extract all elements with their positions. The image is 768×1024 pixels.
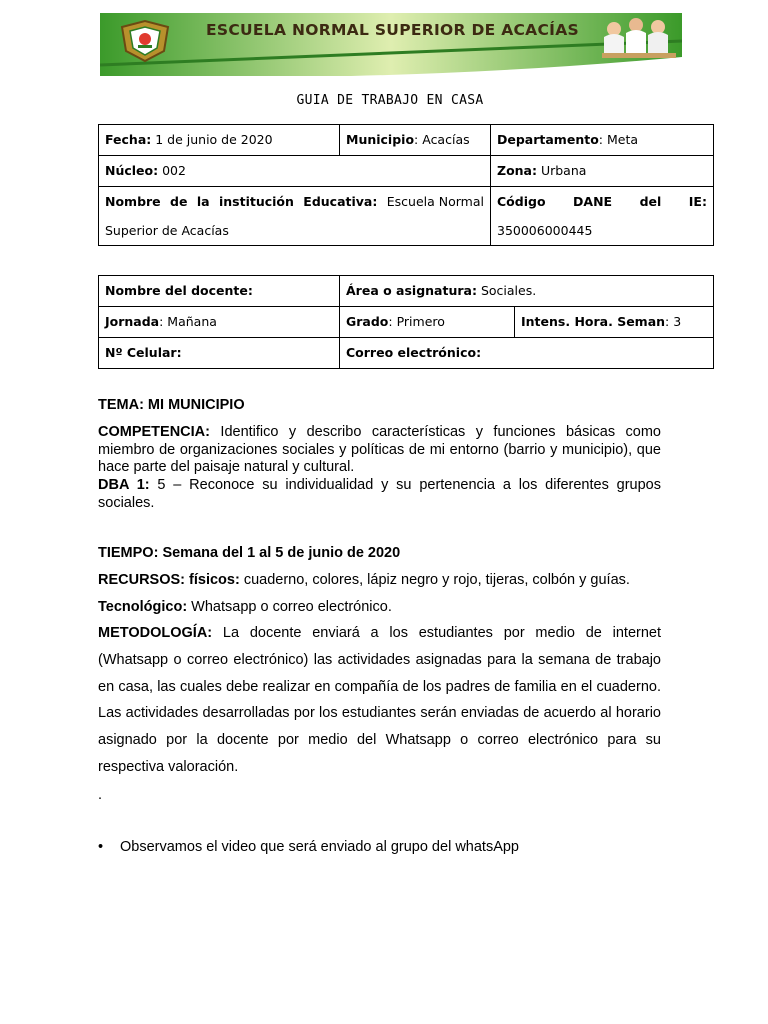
- docente-cell: Nombre del docente:: [99, 276, 340, 307]
- metodologia-paragraph: METODOLOGÍA: La docente enviará a los estudiantes por medio de internet (Whatsapp o correo electrónico) las actividades asignadas para la semana de trabajo en casa, las cuales debe realizar en compañía de los padres de familia en el cuaderno. Las actividades desarrolladas por los estudiantes serán enviadas de acuerdo al horario asignado por la docente por medio del Whatsapp o correo electrónico para su respectiva valoración.: [98, 625, 661, 775]
- celular-cell: Nº Celular:: [99, 338, 340, 369]
- students-illustration-icon: [598, 15, 680, 61]
- codigo-dane-cell: Código DANE del IE: 350006000445: [491, 187, 714, 246]
- recursos-line: RECURSOS: físicos: cuaderno, colores, lápiz negro y rojo, tijeras, colbón y guías.: [98, 572, 630, 588]
- intensidad-cell: Intens. Hora. Seman: 3: [515, 307, 714, 338]
- tiempo-heading: TIEMPO: Semana del 1 al 5 de junio de 2020: [98, 545, 401, 561]
- bullet-text: Observamos el video que será enviado al grupo del whatsApp: [120, 839, 519, 855]
- nucleo-cell: Núcleo: 002: [99, 156, 491, 187]
- correo-cell: Correo electrónico:: [340, 338, 714, 369]
- zona-cell: Zona: Urbana: [491, 156, 714, 187]
- school-banner: [100, 13, 682, 76]
- document-title: GUIA DE TRABAJO EN CASA: [296, 93, 484, 108]
- area-cell: Área o asignatura: Sociales.: [340, 276, 714, 307]
- institucion-cell: Nombre de la institución Educativa: Escuela Normal Superior de Acacías: [99, 187, 491, 246]
- school-name: ESCUELA NORMAL SUPERIOR DE ACACÍAS: [206, 21, 579, 39]
- tema-heading: TEMA: MI MUNICIPIO: [98, 397, 245, 413]
- departamento-cell: Departamento: Meta: [491, 125, 714, 156]
- tecnologico-line: Tecnológico: Whatsapp o correo electrónico.: [98, 599, 392, 615]
- stray-dot: .: [98, 787, 103, 803]
- competencia-paragraph: COMPETENCIA: Identifico y describo características y funciones básicas como miembro de organizaciones sociales y políticas de mi entorno (barrio y municipio), que hace parte del paisaje natural y cultural.: [98, 424, 661, 475]
- dba-paragraph: DBA 1: 5 – Reconoce su individualidad y su pertenencia a los diferentes grupos sociales.: [98, 477, 661, 511]
- municipio-cell: Municipio: Acacías: [340, 125, 491, 156]
- bullet-marker: •: [98, 839, 104, 855]
- fecha-cell: Fecha: 1 de junio de 2020: [99, 125, 340, 156]
- teacher-info-table: [98, 275, 714, 369]
- school-crest-icon: [118, 19, 172, 63]
- list-item: [98, 839, 519, 855]
- institution-info-table: [98, 124, 714, 246]
- grado-cell: Grado: Primero: [340, 307, 515, 338]
- jornada-cell: Jornada: Mañana: [99, 307, 340, 338]
